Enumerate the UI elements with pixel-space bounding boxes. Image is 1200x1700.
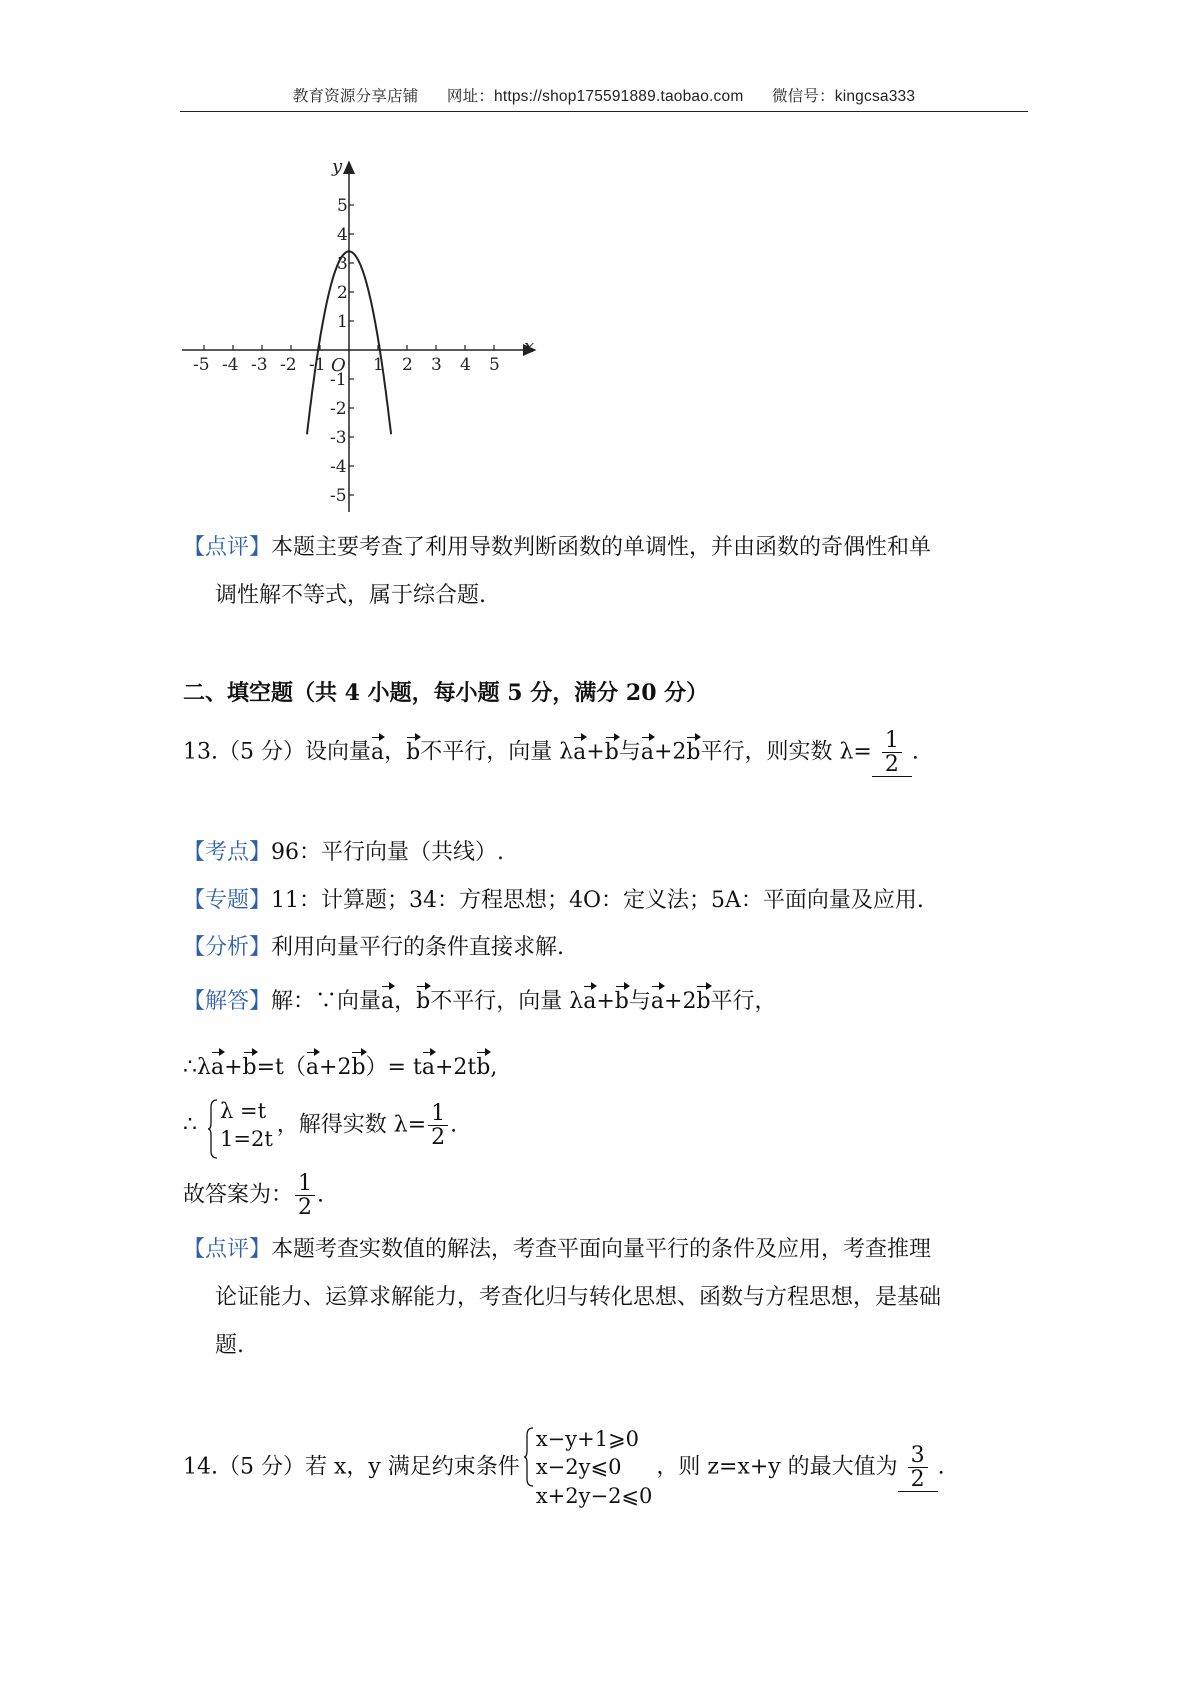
vector-a: a bbox=[381, 987, 394, 1018]
q14-prefix: 14.（5 分）若 x，y 满足约束条件 bbox=[183, 1454, 520, 1480]
brace-icon bbox=[208, 1099, 218, 1159]
vector-a: a bbox=[651, 987, 664, 1018]
and-word: 与 bbox=[628, 989, 651, 1014]
constraint-1: x−y+1⩾0 bbox=[535, 1427, 640, 1451]
jieda-tag: 【解答】 bbox=[183, 989, 272, 1014]
eq-plus2t: +2t bbox=[434, 1055, 477, 1080]
y-tick-label: 5 bbox=[337, 196, 348, 216]
review12-line1 bbox=[183, 533, 931, 564]
y-tick-label: -5 bbox=[330, 486, 347, 506]
kaodian-text: 96：平行向量（共线）. bbox=[271, 840, 505, 865]
vector-a: a bbox=[306, 1053, 319, 1084]
x-tick-label: -2 bbox=[280, 355, 297, 375]
x-tick-label: 1 bbox=[373, 355, 384, 375]
q13-equation bbox=[183, 1053, 497, 1084]
y-tick-label: 3 bbox=[337, 254, 348, 274]
vector-b: b bbox=[605, 738, 619, 769]
q13-review-line3: 题. bbox=[215, 1333, 244, 1358]
zhuanti-text: 11：计算题；34：方程思想；4O：定义法；5A：平面向量及应用. bbox=[271, 888, 924, 913]
comma: ， bbox=[394, 989, 417, 1014]
therefore-lambda: ∴λ bbox=[183, 1055, 211, 1080]
plus-sign: + bbox=[224, 1055, 243, 1080]
zhuanti-tag: 【专题】 bbox=[183, 888, 272, 913]
header-wechat: 微信号：kingcsa333 bbox=[771, 88, 916, 105]
y-tick-label: -4 bbox=[330, 457, 347, 477]
plus-sign: + bbox=[586, 739, 605, 765]
q13-jieda bbox=[183, 987, 777, 1018]
answer-label: 故答案为： bbox=[183, 1182, 294, 1208]
q13-system-line bbox=[183, 1097, 457, 1154]
eq-t: =t（ bbox=[256, 1055, 306, 1080]
q13-prefix: 13.（5 分）设向量 bbox=[183, 739, 371, 765]
period: . bbox=[317, 1182, 325, 1208]
therefore-symbol: ∴ bbox=[183, 1112, 197, 1138]
q13-kaodian bbox=[183, 838, 504, 869]
fraction-numerator: 1 bbox=[431, 1100, 446, 1126]
header-divider bbox=[180, 111, 1028, 112]
vector-a: a bbox=[583, 987, 596, 1018]
vector-b: b bbox=[243, 1053, 257, 1084]
fraction-denominator: 2 bbox=[295, 1195, 315, 1219]
q13-sep: ， bbox=[384, 739, 407, 765]
vector-b: b bbox=[476, 1053, 490, 1084]
q13-answer-blank bbox=[872, 729, 912, 777]
vector-b: b bbox=[696, 987, 710, 1018]
solve-fraction bbox=[428, 1102, 448, 1149]
q14-text: ，则 z=x+y 的最大值为 bbox=[656, 1454, 898, 1480]
fraction-numerator: 3 bbox=[910, 1442, 925, 1468]
q13-period: . bbox=[911, 739, 919, 765]
plus-sign: + bbox=[653, 739, 673, 765]
review13-text1: 本题考查实数值的解法，考查平面向量平行的条件及应用，考查推理 bbox=[271, 1237, 932, 1262]
q13-answer-line bbox=[183, 1172, 324, 1219]
q13-fenxi bbox=[183, 933, 564, 964]
vector-a: a bbox=[573, 738, 586, 769]
vector-b: b bbox=[406, 738, 420, 769]
q13-stem bbox=[183, 729, 919, 777]
answer-fraction bbox=[295, 1172, 315, 1219]
q13-answer-fraction bbox=[882, 729, 902, 776]
vector-b: b bbox=[615, 987, 629, 1018]
fenxi-text: 利用向量平行的条件直接求解. bbox=[271, 935, 565, 960]
review12-tag: 【点评】 bbox=[183, 535, 272, 560]
jieda-start: 解：∵向量 bbox=[271, 989, 382, 1014]
q14-answer-blank bbox=[898, 1444, 938, 1492]
x-tick-label: 2 bbox=[402, 355, 413, 375]
system-eq1: λ =t bbox=[220, 1099, 267, 1123]
jieda-mid: 不平行，向量 λ bbox=[430, 989, 584, 1014]
constraint-system bbox=[524, 1425, 653, 1510]
x-tick-label: -5 bbox=[193, 355, 210, 375]
page-header bbox=[180, 84, 1028, 106]
x-axis-label: x bbox=[524, 336, 535, 357]
y-tick-label: 4 bbox=[337, 225, 348, 245]
fraction-denominator: 2 bbox=[882, 752, 902, 776]
y-tick-label: -2 bbox=[330, 399, 347, 419]
kaodian-tag: 【考点】 bbox=[183, 840, 272, 865]
vector-b: b bbox=[686, 738, 700, 769]
plus-sign: + bbox=[319, 1055, 338, 1080]
y-axis-label: y bbox=[332, 156, 343, 177]
eq-close: ）= t bbox=[365, 1055, 422, 1080]
solve-text: ，解得实数 λ= bbox=[276, 1112, 427, 1138]
review13-tag: 【点评】 bbox=[183, 1237, 272, 1262]
review12-text1: 本题主要考查了利用导数判断函数的单调性，并由函数的奇偶性和单 bbox=[271, 535, 932, 560]
review12-line2: 调性解不等式，属于综合题. bbox=[215, 583, 486, 608]
q14-answer-fraction bbox=[908, 1444, 928, 1491]
x-tick-label: -1 bbox=[309, 355, 326, 375]
header-shop: 教育资源分享店铺 bbox=[292, 88, 419, 105]
vector-a: a bbox=[641, 738, 654, 769]
function-graph bbox=[180, 150, 540, 520]
q13-review-line1 bbox=[183, 1235, 931, 1266]
q14-period: . bbox=[937, 1454, 945, 1480]
plus-sign: + bbox=[596, 989, 615, 1014]
fraction-numerator: 1 bbox=[884, 728, 899, 753]
coefficient-two: 2 bbox=[337, 1055, 352, 1080]
coefficient-two: 2 bbox=[672, 739, 687, 765]
fenxi-tag: 【分析】 bbox=[183, 935, 272, 960]
origin-label: O bbox=[331, 355, 346, 376]
y-ticks bbox=[330, 196, 354, 506]
eq-end: , bbox=[490, 1055, 498, 1080]
x-tick-label: -3 bbox=[251, 355, 268, 375]
x-tick-label: 3 bbox=[431, 355, 442, 375]
fraction-denominator: 2 bbox=[908, 1467, 928, 1491]
y-tick-label: 2 bbox=[337, 283, 348, 303]
fraction-numerator: 1 bbox=[298, 1171, 313, 1196]
y-tick-label: -3 bbox=[330, 428, 347, 448]
x-tick-label: 5 bbox=[489, 355, 500, 375]
q13-zhuanti bbox=[183, 886, 924, 917]
vector-a: a bbox=[422, 1053, 435, 1084]
vector-b: b bbox=[416, 987, 430, 1018]
fraction-denominator: 2 bbox=[428, 1125, 448, 1149]
header-url: 网址：https://shop175591889.taobao.com bbox=[446, 88, 744, 105]
period: . bbox=[450, 1112, 458, 1138]
q13-review-line2: 论证能力、运算求解能力，考查化归与转化思想、函数与方程思想，是基础 bbox=[215, 1285, 942, 1310]
brace-icon bbox=[524, 1427, 534, 1487]
coefficient-two: 2 bbox=[682, 989, 697, 1014]
x-tick-label: -4 bbox=[222, 355, 239, 375]
vector-b: b bbox=[351, 1053, 365, 1084]
x-tick-label: 4 bbox=[460, 355, 471, 375]
equation-system bbox=[208, 1097, 273, 1154]
plus-sign: + bbox=[664, 989, 683, 1014]
q13-text1: 不平行，向量 λ bbox=[420, 739, 574, 765]
q13-and: 与 bbox=[618, 739, 641, 765]
section2-title: 二、填空题（共 4 小题，每小题 5 分，满分 20 分） bbox=[183, 680, 709, 706]
q14-stem bbox=[183, 1425, 945, 1510]
constraint-3: x+2y−2⩽0 bbox=[535, 1483, 653, 1508]
y-tick-label: 1 bbox=[337, 312, 348, 332]
system-eq2: 1=2t bbox=[220, 1127, 273, 1152]
vector-a: a bbox=[371, 738, 384, 769]
constraint-2: x−2y⩽0 bbox=[535, 1455, 622, 1480]
jieda-end: 平行， bbox=[710, 989, 777, 1014]
y-tick-label: -1 bbox=[330, 370, 347, 390]
q13-text2: 平行，则实数 λ= bbox=[700, 739, 872, 765]
vector-a: a bbox=[211, 1053, 224, 1084]
